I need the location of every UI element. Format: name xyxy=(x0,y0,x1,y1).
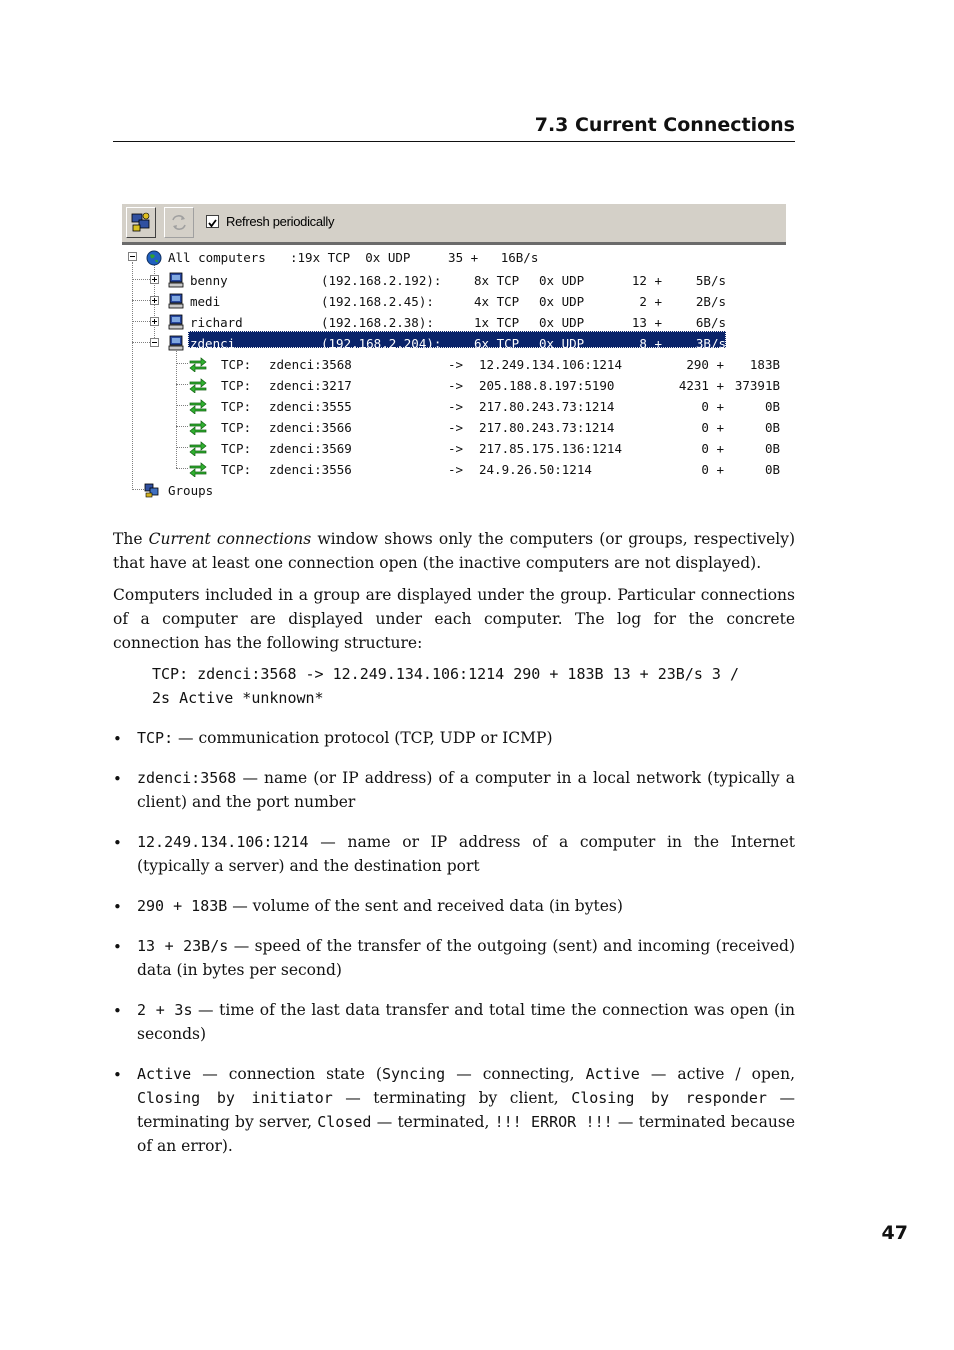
connection-local: zdenci:3555 xyxy=(269,399,352,414)
tree-line xyxy=(176,363,188,364)
term: Active xyxy=(137,1065,192,1083)
bullet-marker: • xyxy=(113,1002,122,1020)
term: Syncing xyxy=(381,1065,446,1083)
connection-protocol[interactable]: TCP: xyxy=(221,462,252,477)
tree-line xyxy=(132,262,133,490)
code-line-2: 2s Active *unknown* xyxy=(152,689,324,707)
tree-line xyxy=(176,468,188,469)
connection-arrows-icon xyxy=(189,377,207,393)
p1-start: The xyxy=(113,530,149,548)
computer-sent: 8 + xyxy=(639,336,662,351)
bullet-desc: — speed of the transfer of the outgoing (sent) and incoming (received) data (in bytes per second) xyxy=(137,937,795,979)
connection-protocol[interactable]: TCP: xyxy=(221,420,252,435)
refresh-periodically-checkbox[interactable] xyxy=(206,215,219,228)
bullet-marker: • xyxy=(113,730,122,748)
computer-sent: 12 + xyxy=(631,273,662,288)
connection-remote: 217.80.243.73:1214 xyxy=(479,420,615,435)
connection-arrow: -> xyxy=(448,399,464,414)
connection-arrows-icon xyxy=(189,419,207,435)
connection-sent: 0 + xyxy=(701,462,724,477)
bullet-term: zdenci:3568 xyxy=(137,769,237,787)
computer-icon xyxy=(168,314,184,330)
bullet-desc: — name (or IP address) of a computer in a local network (typically a client) and the port number xyxy=(137,769,795,811)
bullet-term: 12.249.134.106:1214 xyxy=(137,833,309,851)
computer-icon xyxy=(168,335,184,351)
computer-icon xyxy=(168,293,184,309)
tree-line xyxy=(132,300,150,301)
term: !!! ERROR !!! xyxy=(494,1113,613,1131)
desc: — connecting, xyxy=(445,1065,586,1083)
computer-udp: 0x UDP xyxy=(539,315,585,330)
computer-speed: 6B/s xyxy=(695,315,726,330)
connection-remote: 217.85.175.136:1214 xyxy=(479,441,622,456)
bullet-marker: • xyxy=(113,834,122,852)
tree-line xyxy=(132,321,150,322)
connection-remote: 205.188.8.197:5190 xyxy=(479,378,615,393)
tree-line xyxy=(176,405,188,406)
bullet-term: TCP: xyxy=(137,729,174,747)
connection-remote: 12.249.134.106:1214 xyxy=(479,357,622,372)
bullet-marker: • xyxy=(113,898,122,916)
bullet-item-state xyxy=(137,1062,795,1158)
computer-ip: (192.168.2.38): xyxy=(321,315,434,330)
globe-icon xyxy=(146,250,162,266)
connection-recv: 0B xyxy=(764,399,780,414)
computer-speed: 5B/s xyxy=(695,273,726,288)
connections-tree xyxy=(122,248,787,496)
expand-toggle[interactable] xyxy=(150,317,159,326)
bullet-desc: — time of the last data transfer and total time the connection was open (in seconds) xyxy=(137,1001,795,1043)
connection-sent: 0 + xyxy=(701,420,724,435)
connection-recv: 0B xyxy=(764,441,780,456)
bullet-term: 13 + 23B/s xyxy=(137,937,229,955)
header-rule xyxy=(113,141,795,142)
connection-local: zdenci:3568 xyxy=(269,357,352,372)
refresh-periodically-label: Refresh periodically xyxy=(226,214,335,229)
paragraph-1 xyxy=(113,527,795,575)
tree-line xyxy=(176,348,177,468)
connection-sent: 0 + xyxy=(701,441,724,456)
tree-line xyxy=(132,342,150,343)
paragraph-2: Computers included in a group are displayed under the group. Particular connections of a computer are displayed under each computer. The log for the concrete connection has the following structure: xyxy=(113,586,795,652)
bullet-item xyxy=(137,830,795,878)
bullet-desc: — volume of the sent and received data (in bytes) xyxy=(227,897,623,915)
refresh-icon xyxy=(168,211,190,234)
computer-name[interactable]: medi xyxy=(190,294,221,309)
tree-line xyxy=(176,426,188,427)
bullet-marker: • xyxy=(113,770,122,788)
connection-local: zdenci:3569 xyxy=(269,441,352,456)
connection-recv: 0B xyxy=(764,462,780,477)
term: Closed xyxy=(317,1113,372,1131)
bullet-item xyxy=(137,934,795,982)
computer-speed: 2B/s xyxy=(695,294,726,309)
toolbar xyxy=(122,204,786,245)
connection-recv: 37391B xyxy=(734,378,780,393)
expand-toggle[interactable] xyxy=(150,296,159,305)
connection-recv: 0B xyxy=(764,420,780,435)
connection-arrow: -> xyxy=(448,357,464,372)
page-number: 47 xyxy=(881,1222,908,1244)
connection-arrow: -> xyxy=(448,378,464,393)
connection-remote: 24.9.26.50:1214 xyxy=(479,462,592,477)
desc: — terminated because of an error). xyxy=(137,1113,796,1155)
groups-icon xyxy=(144,482,160,498)
connection-local: zdenci:3556 xyxy=(269,462,352,477)
connection-arrows-icon xyxy=(189,461,207,477)
computers-icon xyxy=(130,211,152,234)
checkmark-icon xyxy=(207,218,218,229)
computer-tcp: 1x TCP xyxy=(474,315,520,330)
tree-line xyxy=(132,489,144,490)
computer-ip: (192.168.2.204): xyxy=(321,336,442,351)
collapse-toggle[interactable] xyxy=(150,338,159,347)
connection-arrow: -> xyxy=(448,462,464,477)
refresh-button[interactable] xyxy=(164,207,194,238)
root-stats: :19x TCP 0x UDP 35 + 16B/s xyxy=(290,250,539,265)
desc: — active / open, xyxy=(639,1065,795,1083)
connection-sent: 290 + xyxy=(686,357,724,372)
bullet-desc: — communication protocol (TCP, UDP or ICMP) xyxy=(173,729,553,747)
computer-ip: (192.168.2.45): xyxy=(321,294,434,309)
code-line-1: TCP: zdenci:3568 -> 12.249.134.106:1214 290 + 183B 13 + 23B/s 3 / xyxy=(152,665,739,683)
connection-protocol[interactable]: TCP: xyxy=(221,357,252,372)
bullet-marker: • xyxy=(113,938,122,956)
groups-label[interactable]: Groups xyxy=(168,483,214,498)
connection-sent: 4231 + xyxy=(678,378,724,393)
tree-line xyxy=(176,447,188,448)
connection-remote: 217.80.243.73:1214 xyxy=(479,399,615,414)
desc: — terminated, xyxy=(371,1113,495,1131)
bullet-item xyxy=(137,726,795,750)
connection-local: zdenci:3566 xyxy=(269,420,352,435)
connection-arrows-icon xyxy=(189,398,207,414)
connection-recv: 183B xyxy=(749,357,780,372)
expand-toggle[interactable] xyxy=(150,275,159,284)
connection-arrows-icon xyxy=(189,356,207,372)
p1-emphasis: Current connections xyxy=(148,530,312,548)
collapse-toggle[interactable] xyxy=(128,252,137,261)
term: Closing by responder xyxy=(571,1089,767,1107)
computer-speed: 3B/s xyxy=(695,336,726,351)
computer-name[interactable]: benny xyxy=(190,273,228,288)
computer-tcp: 6x TCP xyxy=(474,336,520,351)
computer-ip: (192.168.2.192): xyxy=(321,273,442,288)
bullet-item xyxy=(137,998,795,1046)
computer-tcp: 8x TCP xyxy=(474,273,520,288)
bullet-desc: — name or IP address of a computer in the Internet (typically a server) and the destination port xyxy=(137,833,795,875)
desc: — terminating by client, xyxy=(332,1089,572,1107)
bullet-item xyxy=(137,894,795,918)
tree-line xyxy=(132,279,150,280)
connection-arrows-icon xyxy=(189,440,207,456)
computer-tcp: 4x TCP xyxy=(474,294,520,309)
bullet-marker: • xyxy=(113,1066,122,1084)
term: Active xyxy=(585,1065,640,1083)
connection-local: zdenci:3217 xyxy=(269,378,352,393)
computer-sent: 2 + xyxy=(639,294,662,309)
connection-protocol[interactable]: TCP: xyxy=(221,378,252,393)
bullet-item xyxy=(137,766,795,814)
computer-udp: 0x UDP xyxy=(539,273,585,288)
computer-icon xyxy=(168,272,184,288)
connection-protocol[interactable]: TCP: xyxy=(221,441,252,456)
computer-name[interactable]: richard xyxy=(190,315,243,330)
p1-end: window shows only the computers (or groups, respectively) that have at least one connection open (the inactive computers are not displayed). xyxy=(113,530,796,572)
connection-arrow: -> xyxy=(448,420,464,435)
computers-view-button[interactable] xyxy=(126,207,156,238)
computer-udp: 0x UDP xyxy=(539,336,585,351)
bullet-term: 2 + 3s xyxy=(137,1001,193,1019)
connection-arrow: -> xyxy=(448,441,464,456)
desc: — connection state ( xyxy=(191,1065,382,1083)
root-name[interactable]: All computers xyxy=(168,250,266,265)
bullet-term: 290 + 183B xyxy=(137,897,228,915)
connection-sent: 0 + xyxy=(701,399,724,414)
section-header: 7.3 Current Connections xyxy=(534,114,795,136)
computer-name[interactable]: zdenci xyxy=(190,336,236,351)
connection-protocol[interactable]: TCP: xyxy=(221,399,252,414)
current-connections-screenshot xyxy=(122,204,787,496)
desc: — terminating by server, xyxy=(137,1089,795,1131)
tree-line xyxy=(176,384,188,385)
computer-sent: 13 + xyxy=(631,315,662,330)
computer-udp: 0x UDP xyxy=(539,294,585,309)
term: Closing by initiator xyxy=(137,1089,333,1107)
